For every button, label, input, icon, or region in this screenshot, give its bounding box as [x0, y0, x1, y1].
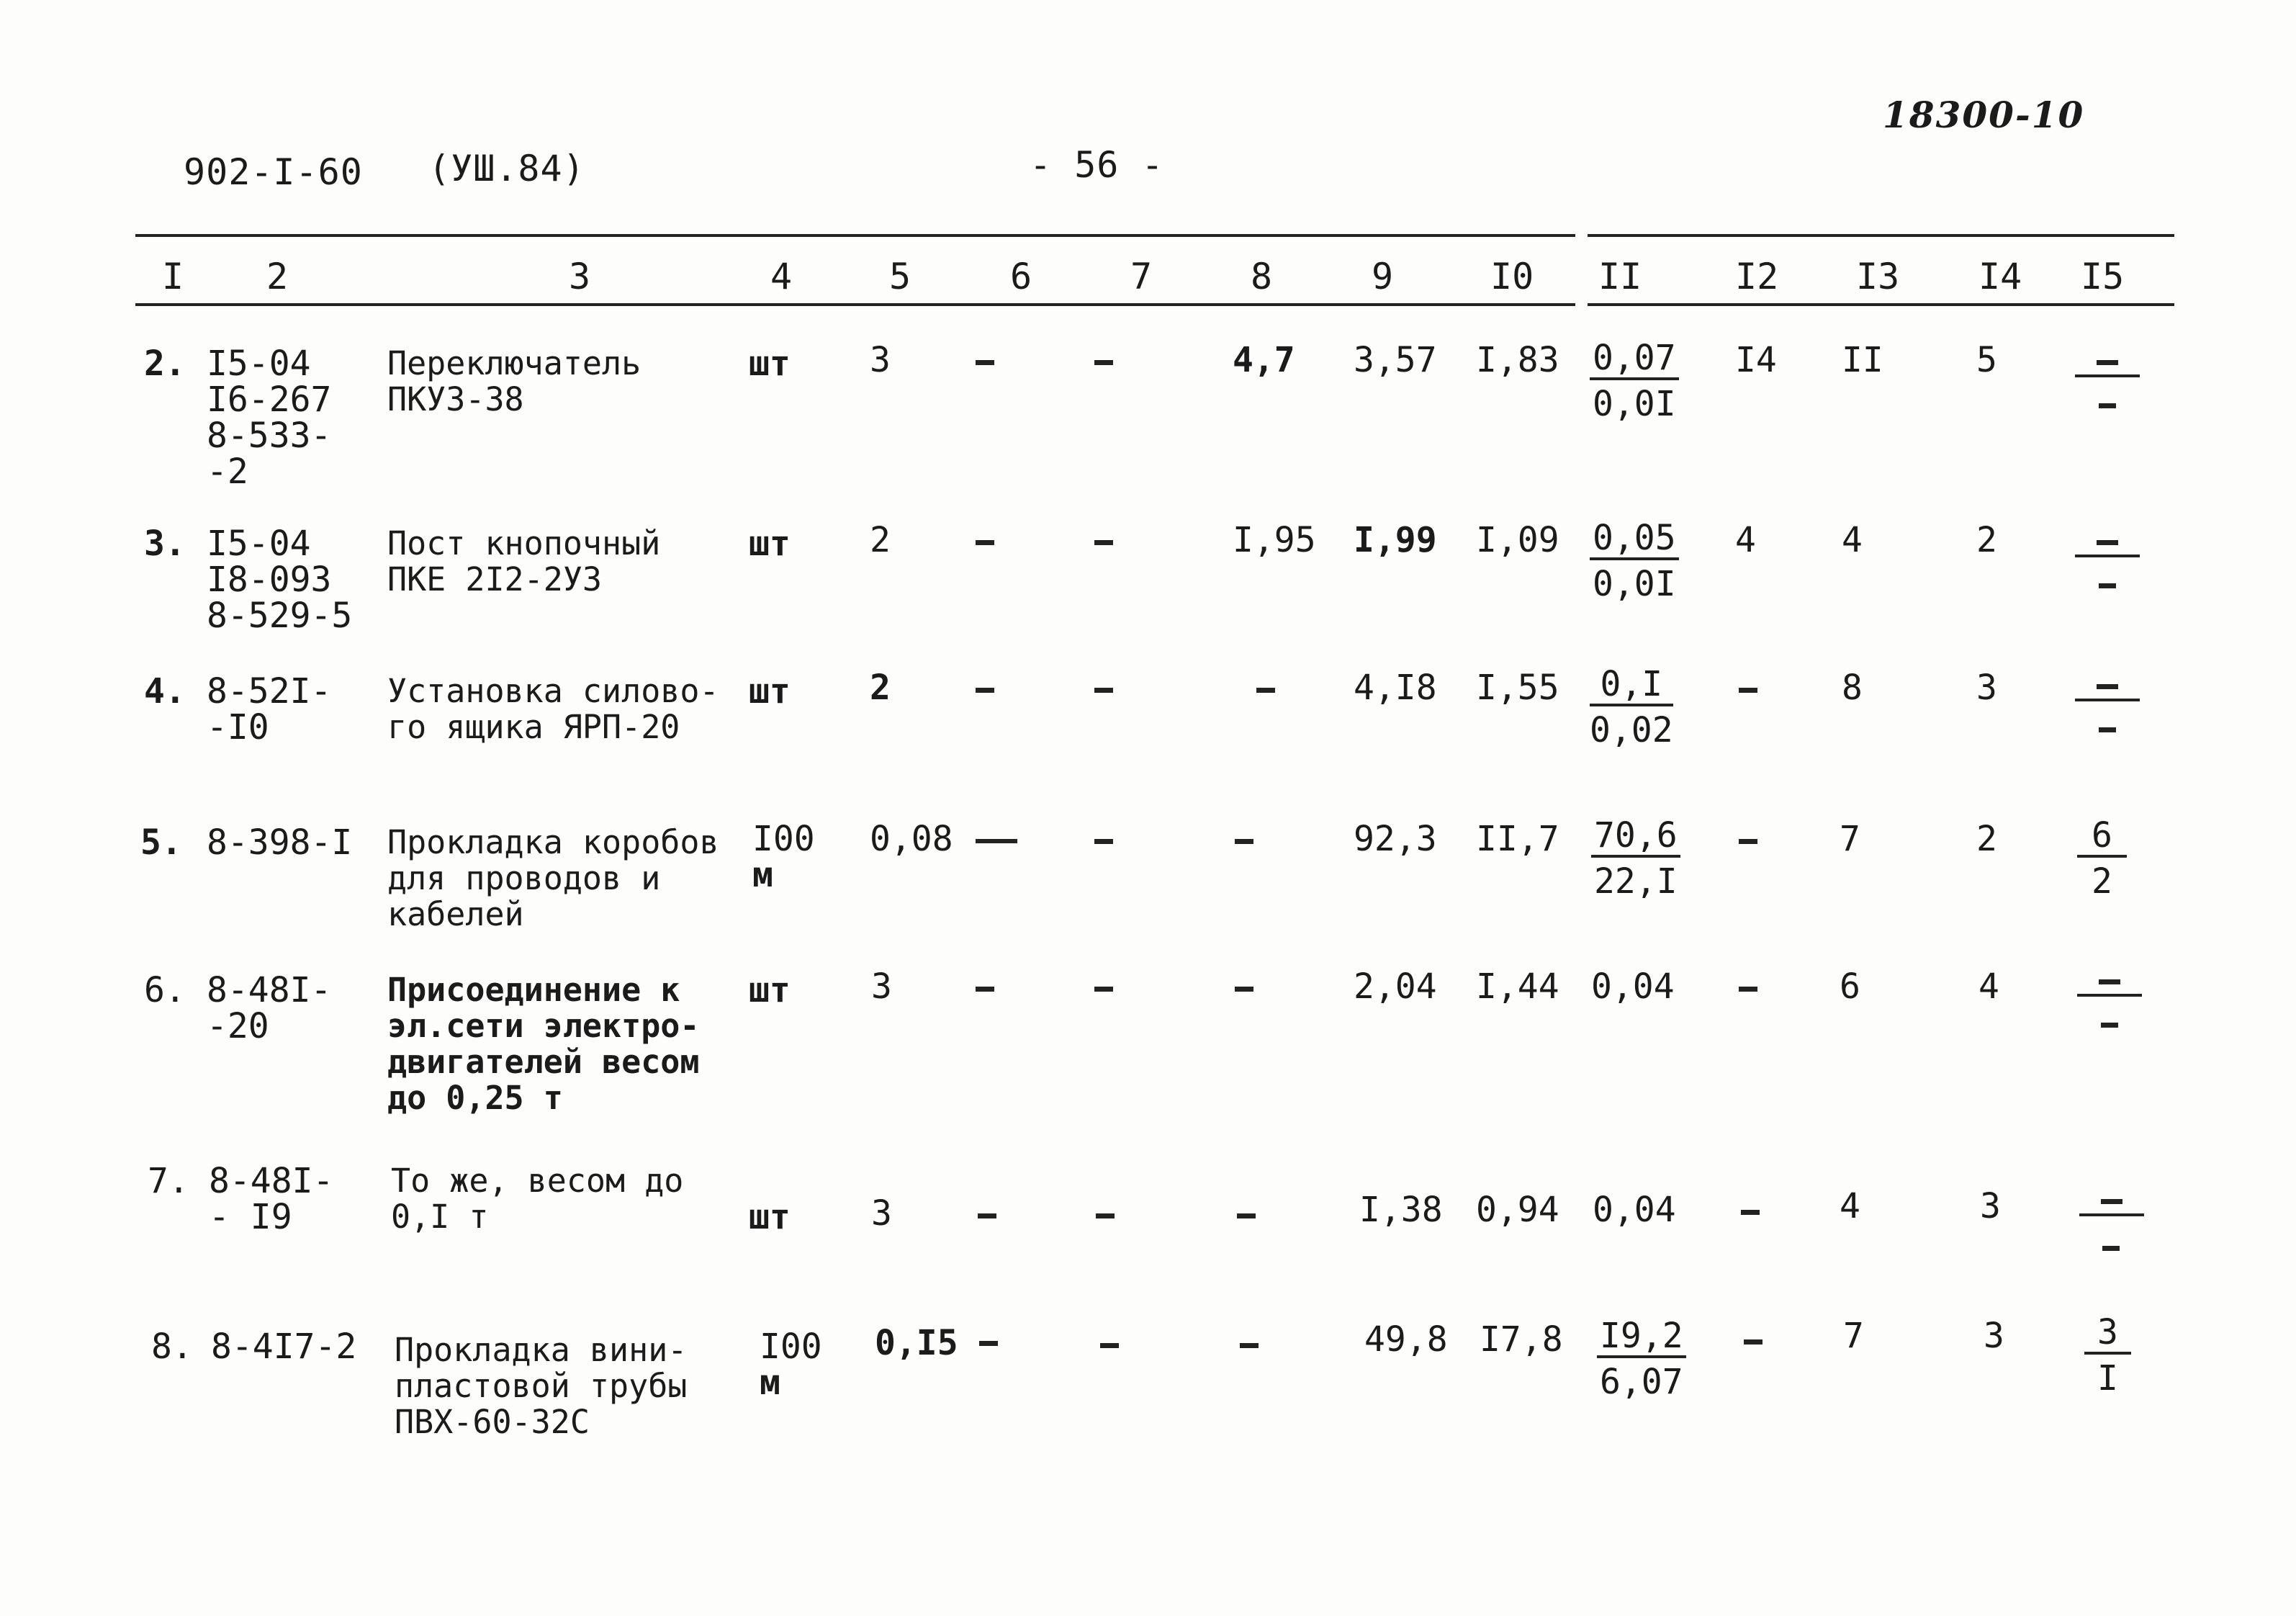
- cell-col-12: [1739, 688, 1757, 693]
- cell-col-8: [1256, 688, 1275, 693]
- archive-stamp: 18300-10: [1883, 94, 2085, 136]
- cell-col-6: [976, 540, 994, 545]
- cell-col-6: [976, 360, 994, 365]
- column-header-13: I3: [1856, 256, 1900, 297]
- cell-col-12: 4: [1735, 520, 1756, 560]
- cell-col-11: 0,04: [1591, 966, 1675, 1007]
- row-code: I5-04 I6-267 8-533- -2: [207, 344, 332, 492]
- cell-col-15-top-dash: [2097, 684, 2118, 689]
- row-code: 8-52I- -I0: [207, 671, 332, 748]
- row-unit: I00 м: [752, 819, 815, 895]
- cell-col-15-top-dash: [2097, 540, 2118, 545]
- cell-col-7: [1094, 540, 1113, 545]
- cell-col-14: 3: [1980, 1186, 2001, 1226]
- cell-col-6: [979, 1341, 998, 1346]
- cell-col-9: I,99: [1354, 520, 1437, 560]
- cell-col-8: [1235, 987, 1253, 992]
- cell-col-8: [1237, 1213, 1256, 1218]
- cell-col-14: 3: [1984, 1316, 2004, 1356]
- cell-col-5: 3: [871, 966, 892, 1007]
- row-description: То же, весом до 0,I т: [391, 1162, 684, 1236]
- row-description: Переключатель ПКУЗ-38: [387, 344, 641, 418]
- cell-col-12: [1739, 839, 1757, 844]
- row-number: 6.: [144, 970, 186, 1010]
- cell-col-5: 2: [870, 520, 891, 560]
- cell-col-11-fraction: $\frac{70,6}{22,I}$: [1591, 817, 1680, 899]
- cell-col-10: I,83: [1476, 340, 1559, 380]
- cell-col-7: [1094, 839, 1113, 844]
- cell-col-12: I4: [1735, 340, 1777, 380]
- row-number: 3.: [144, 524, 186, 564]
- row-code: 8-48I- - I9: [209, 1161, 334, 1237]
- cell-col-5: 0,08: [870, 819, 953, 859]
- row-number: 7.: [148, 1161, 189, 1201]
- cell-col-6: [978, 1213, 996, 1218]
- row-code: 8-4I7-2: [211, 1327, 357, 1367]
- cell-col-14: 2: [1976, 819, 1997, 859]
- cell-col-12: [1741, 1210, 1760, 1215]
- cell-col-13: 4: [1840, 1186, 1860, 1226]
- cell-col-10: I,09: [1476, 520, 1559, 560]
- row-unit: шт: [749, 970, 791, 1010]
- cell-col-9: 49,8: [1364, 1319, 1448, 1360]
- cell-col-9: 2,04: [1354, 966, 1437, 1007]
- row-code: I5-04 I8-093 8-529-5: [207, 524, 353, 636]
- cell-col-12: [1739, 987, 1757, 992]
- column-header-5: 5: [889, 256, 911, 297]
- cell-col-10: I7,8: [1480, 1319, 1563, 1360]
- cell-col-15-fraction-line: [2075, 555, 2140, 557]
- cell-col-8: I,95: [1233, 520, 1316, 560]
- cell-col-15-top-dash: [2097, 360, 2118, 365]
- cell-col-11-fraction: $\frac{0,05}{0,0I}$: [1590, 520, 1679, 602]
- cell-col-8: [1235, 839, 1253, 844]
- cell-col-5: 3: [870, 340, 891, 380]
- table-top-rule-left: [135, 234, 1575, 237]
- cell-col-15-fraction: $\frac{6}{2}$: [2077, 817, 2127, 899]
- cell-col-15-top-dash: [2101, 1199, 2122, 1204]
- cell-col-7: [1096, 1213, 1115, 1218]
- column-header-14: I4: [1978, 256, 2022, 297]
- row-unit: шт: [749, 524, 791, 564]
- row-code: 8-48I- -20: [207, 970, 332, 1046]
- cell-col-8: [1240, 1343, 1259, 1348]
- column-header-12: I2: [1735, 256, 1779, 297]
- row-number: 4.: [144, 671, 186, 712]
- column-header-6: 6: [1010, 256, 1032, 297]
- cell-col-5: 3: [871, 1193, 892, 1234]
- cell-col-15-fraction-line: [2075, 699, 2140, 701]
- cell-col-11: 0,04: [1593, 1190, 1676, 1230]
- row-unit: шт: [749, 1197, 791, 1237]
- cell-col-15-fraction-line: [2079, 1213, 2144, 1216]
- page-number: - 56 -: [1030, 144, 1164, 186]
- cell-col-13: 7: [1843, 1316, 1864, 1356]
- row-unit: I00 м: [760, 1327, 822, 1403]
- column-header-15: I5: [2081, 256, 2125, 297]
- cell-col-6: [976, 839, 1017, 843]
- cell-col-6: [976, 688, 994, 693]
- cell-col-15-fraction-line: [2075, 374, 2140, 377]
- column-header-2: 2: [266, 256, 289, 297]
- column-header-3: 3: [569, 256, 591, 297]
- table-header-rule-left: [135, 303, 1575, 306]
- column-header-4: 4: [770, 256, 793, 297]
- column-header-9: 9: [1372, 256, 1394, 297]
- cell-col-9: 4,I8: [1354, 668, 1437, 708]
- cell-col-8: 4,7: [1233, 340, 1295, 380]
- cell-col-11-fraction: $\frac{I9,2}{6,07}$: [1597, 1318, 1686, 1400]
- cell-col-10: 0,94: [1476, 1190, 1559, 1230]
- row-description: Пост кнопочный ПКЕ 2I2-2УЗ: [387, 524, 661, 598]
- column-header-1: I: [162, 256, 184, 297]
- cell-col-15-bottom-dash: [2102, 1246, 2120, 1251]
- cell-col-14: 3: [1976, 668, 1997, 708]
- cell-col-5: 2: [870, 668, 891, 708]
- cell-col-13: 4: [1842, 520, 1863, 560]
- table-top-rule-right: [1588, 234, 2174, 237]
- column-header-11: II: [1598, 256, 1642, 297]
- cell-col-9: 3,57: [1354, 340, 1437, 380]
- cell-col-5: 0,I5: [875, 1323, 958, 1363]
- document-annotation: (УШ.84): [428, 148, 585, 189]
- cell-col-14: 2: [1976, 520, 1997, 560]
- row-description: Установка силово- го ящика ЯРП-20: [387, 672, 719, 746]
- column-header-7: 7: [1130, 256, 1153, 297]
- row-number: 8.: [151, 1327, 193, 1367]
- row-description: Прокладка коробов для проводов и кабелей: [387, 823, 719, 933]
- cell-col-11-fraction: $\frac{0,I}{0,02}$: [1590, 664, 1673, 750]
- cell-col-13: II: [1842, 340, 1883, 380]
- cell-col-15-bottom-dash: [2101, 1023, 2118, 1028]
- cell-col-13: 8: [1842, 668, 1863, 708]
- cell-col-6: [976, 987, 994, 992]
- table-header-rule-right: [1588, 303, 2174, 306]
- row-unit: шт: [749, 671, 791, 712]
- cell-col-10: I,55: [1476, 668, 1559, 708]
- cell-col-7: [1094, 987, 1113, 992]
- cell-col-15-bottom-dash: [2099, 727, 2116, 732]
- cell-col-14: 5: [1976, 340, 1997, 380]
- cell-col-10: II,7: [1476, 819, 1559, 859]
- cell-col-7: [1100, 1343, 1119, 1348]
- row-code: 8-398-I: [207, 822, 353, 863]
- cell-col-12: [1744, 1339, 1762, 1345]
- cell-col-15-top-dash: [2099, 979, 2120, 984]
- cell-col-9: I,38: [1359, 1190, 1443, 1230]
- column-header-8: 8: [1251, 256, 1273, 297]
- cell-col-9: 92,3: [1354, 819, 1437, 859]
- cell-col-14: 4: [1978, 966, 1999, 1007]
- document-code: 902-I-60: [184, 151, 363, 193]
- cell-col-11-fraction: $\frac{0,07}{0,0I}$: [1590, 340, 1679, 422]
- column-header-10: I0: [1490, 256, 1534, 297]
- cell-col-15-bottom-dash: [2099, 583, 2116, 588]
- row-number: 5.: [140, 822, 182, 863]
- row-description: Присоединение к эл.сети электро- двигателей весом до 0,25 т: [387, 971, 700, 1117]
- cell-col-15-fraction-line: [2077, 994, 2142, 997]
- row-unit: шт: [749, 344, 791, 384]
- row-number: 2.: [144, 344, 186, 384]
- row-description: Прокладка вини- пластовой трубы ПВХ-60-32С: [395, 1331, 688, 1441]
- cell-col-13: 7: [1840, 819, 1860, 859]
- cell-col-7: [1094, 360, 1113, 365]
- cell-col-13: 6: [1840, 966, 1860, 1007]
- cell-col-10: I,44: [1476, 966, 1559, 1007]
- cell-col-7: [1094, 688, 1113, 693]
- cell-col-15-fraction: $\frac{3}{I}$: [2084, 1314, 2131, 1396]
- cell-col-15-bottom-dash: [2099, 403, 2116, 408]
